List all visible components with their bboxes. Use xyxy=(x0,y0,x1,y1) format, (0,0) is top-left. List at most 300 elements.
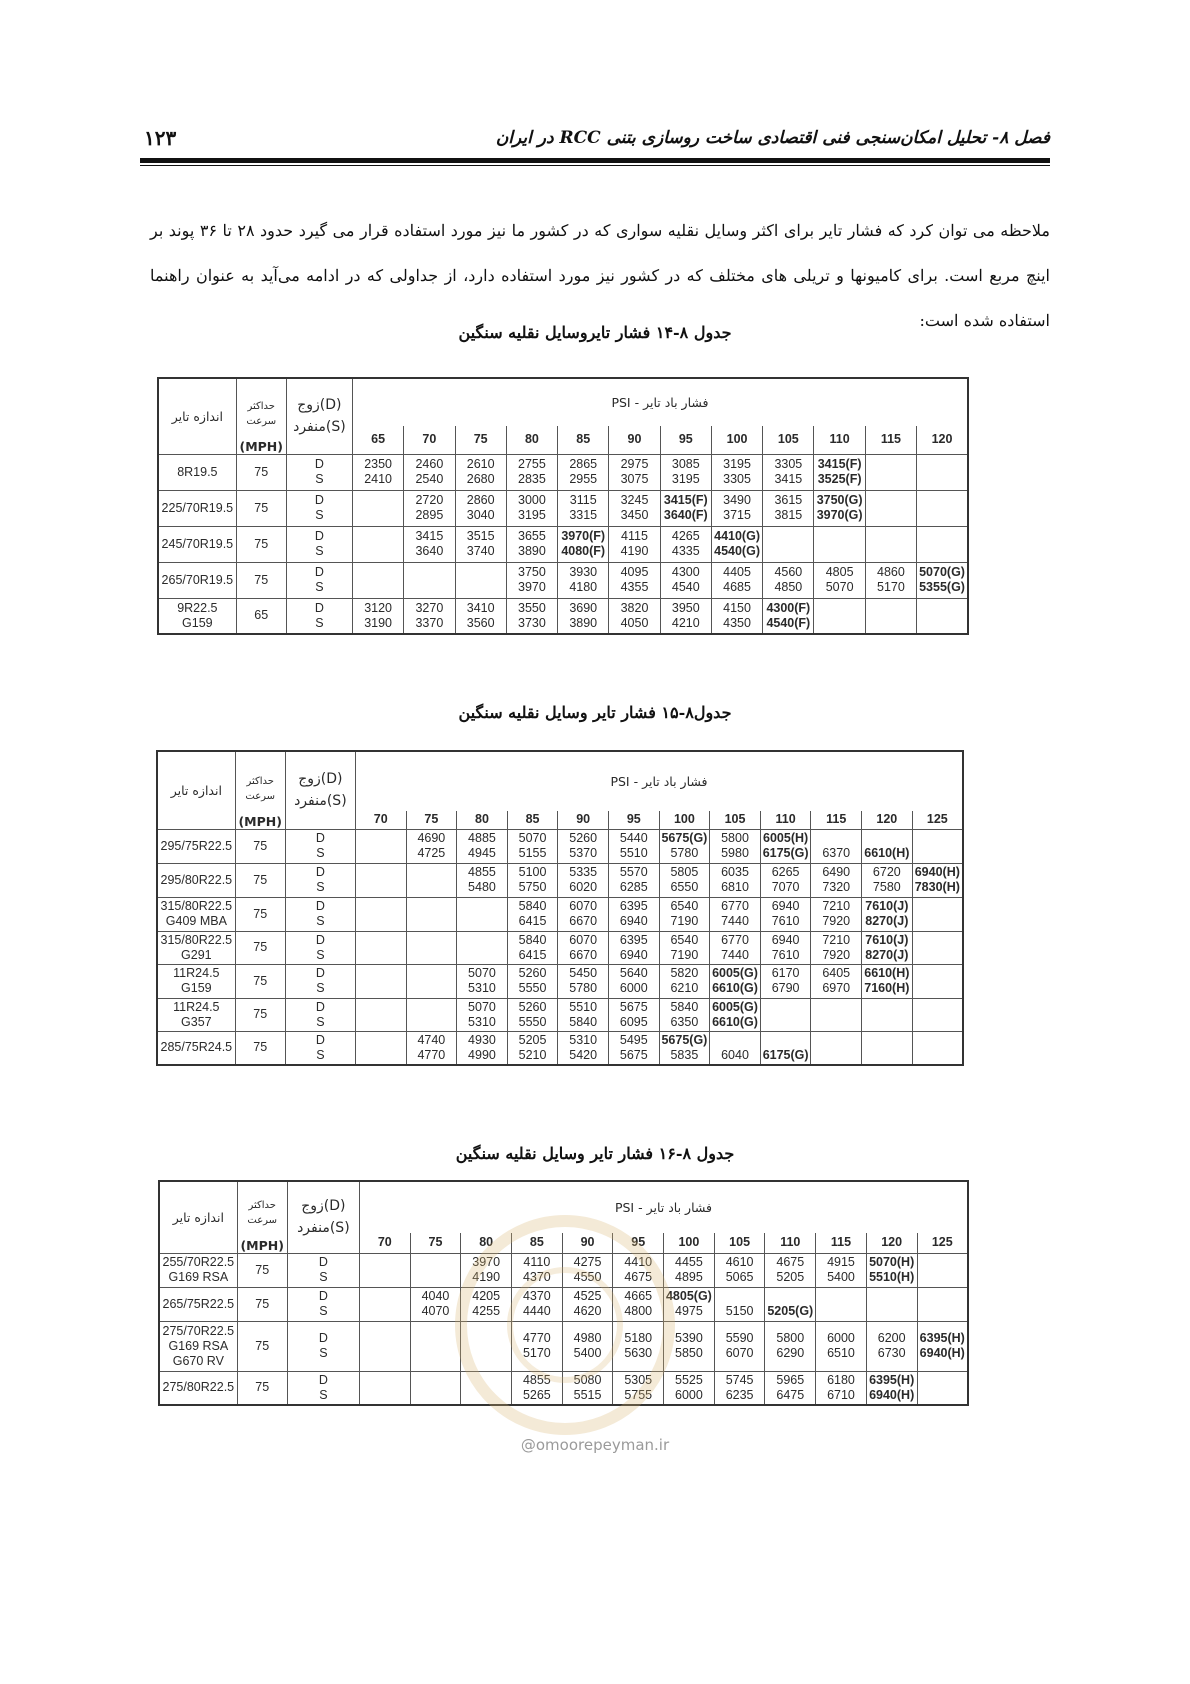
load-values xyxy=(461,1255,511,1285)
single-load-value: 4725 xyxy=(417,846,446,860)
pressure-load-cell xyxy=(609,454,660,490)
pressure-column-header: 100 xyxy=(659,811,710,829)
load-values xyxy=(353,565,403,595)
pressure-load-cell xyxy=(359,1371,410,1405)
single-load-value xyxy=(918,1388,967,1403)
pressure-load-cell xyxy=(406,931,457,964)
dual-single-cell xyxy=(287,1287,359,1321)
header-rule-thin xyxy=(140,165,1050,166)
pressure-load-cell xyxy=(814,454,865,490)
dual-load-value: 6070 xyxy=(569,932,598,947)
load-values xyxy=(913,1000,962,1030)
pressure-load-cell xyxy=(608,829,659,863)
single-marker: S xyxy=(316,1047,325,1062)
max-speed-cell: 75 xyxy=(237,1287,287,1321)
dual-load-value: 5260 xyxy=(518,966,547,980)
pressure-column-header: 110 xyxy=(760,811,811,829)
dual-marker: D xyxy=(314,600,324,615)
dual-load-value xyxy=(811,1033,861,1048)
column-header-speed xyxy=(235,751,285,829)
single-load-value: 6610(G) xyxy=(712,981,758,995)
pressure-load-cell xyxy=(457,998,508,1031)
load-values xyxy=(508,933,558,963)
single-load-value xyxy=(816,1304,866,1319)
tire-size-cell xyxy=(157,998,235,1031)
dual-load-value xyxy=(765,1289,815,1304)
load-values xyxy=(660,1000,710,1030)
load-values xyxy=(765,1373,815,1403)
pressure-load-cell xyxy=(917,526,968,562)
pressure-load-cell xyxy=(760,931,811,964)
load-values xyxy=(814,565,864,595)
load-values xyxy=(866,493,916,523)
single-load-value xyxy=(407,914,457,929)
pressure-load-cell xyxy=(507,897,558,931)
dual-single-cell xyxy=(286,490,352,526)
pressure-load-cell xyxy=(562,1321,613,1371)
pressure-load-cell xyxy=(506,490,557,526)
load-values xyxy=(763,493,813,523)
single-load-value xyxy=(913,914,962,929)
max-speed-cell: 75 xyxy=(237,1253,287,1287)
single-load-value: 6350 xyxy=(670,1014,699,1029)
load-values xyxy=(660,1033,710,1063)
pressure-load-cell xyxy=(912,829,963,863)
load-values xyxy=(761,1000,811,1030)
speed-unit: (MPH) xyxy=(240,1237,284,1253)
single-load-value xyxy=(356,981,406,996)
single-load-value: 3040 xyxy=(466,508,495,522)
dual-load-value xyxy=(411,1331,461,1346)
pressure-column-header: 120 xyxy=(866,1233,917,1253)
dual-load-value: 5840 xyxy=(518,899,547,913)
single-load-value xyxy=(407,948,457,963)
single-load-value: 6940 xyxy=(619,947,648,962)
dual-load-value xyxy=(461,1331,511,1346)
pressure-load-cell xyxy=(507,829,558,863)
dual-load-value xyxy=(917,601,967,616)
single-load-value xyxy=(866,508,916,523)
pressure-load-cell xyxy=(507,1031,558,1065)
pressure-load-cell xyxy=(608,1031,659,1065)
single-load-value: 4685 xyxy=(723,580,751,594)
tire-size xyxy=(158,966,235,996)
pressure-load-cell xyxy=(512,1253,563,1287)
single-label: (S)منفرد xyxy=(294,793,347,810)
pressure-load-cell xyxy=(865,562,916,598)
load-values xyxy=(457,865,507,895)
pressure-load-cell xyxy=(506,598,557,634)
dual-load-value: 4610 xyxy=(725,1255,754,1269)
dual-load-value xyxy=(407,865,457,880)
single-load-value: 7610 xyxy=(771,914,800,928)
pressure-load-cell xyxy=(352,454,403,490)
dual-load-value: 5070 xyxy=(468,999,496,1014)
pressure-load-cell xyxy=(917,454,968,490)
load-values xyxy=(558,601,608,631)
dual-load-value: 4860 xyxy=(877,565,905,579)
single-load-value xyxy=(866,616,916,631)
pressure-load-cell xyxy=(461,1287,512,1321)
pressure-column-header: 100 xyxy=(664,1233,715,1253)
dual-load-value xyxy=(360,1331,410,1346)
load-values xyxy=(558,865,608,895)
single-load-value xyxy=(811,1048,861,1063)
tire-size-line: 8R19.5 xyxy=(177,464,218,479)
dual-load-value: 4040 xyxy=(421,1289,450,1303)
single-load-value xyxy=(814,544,864,559)
load-values xyxy=(356,831,406,861)
single-load-value xyxy=(866,472,916,487)
load-values xyxy=(866,565,916,595)
speed-label-top: حداکثر xyxy=(247,400,275,412)
pressure-column-header: 85 xyxy=(507,811,558,829)
pressure-column-header: 85 xyxy=(558,426,609,454)
pressure-load-cell xyxy=(659,998,710,1031)
pressure-load-cell xyxy=(811,931,862,964)
load-values xyxy=(360,1289,410,1319)
pressure-load-cell xyxy=(866,1287,917,1321)
load-values xyxy=(811,899,861,929)
dual-load-value: 3655 xyxy=(518,529,546,543)
single-load-value: 2955 xyxy=(569,472,598,486)
speed-label-mid: سرعت xyxy=(247,1214,278,1226)
pressure-load-cell xyxy=(352,526,403,562)
max-speed-cell: 75 xyxy=(237,1371,287,1405)
load-values xyxy=(913,865,962,895)
pressure-column-header: 70 xyxy=(359,1233,410,1253)
load-values xyxy=(811,933,861,963)
dual-load-value: 4855 xyxy=(468,865,496,879)
dual-load-value: 4915 xyxy=(827,1255,855,1269)
load-values xyxy=(558,933,608,963)
dual-load-value: 7210 xyxy=(822,932,851,947)
dual-single-cell xyxy=(285,931,355,964)
load-values xyxy=(763,457,813,487)
max-speed-cell: 75 xyxy=(236,490,286,526)
dual-load-value: 6395(H) xyxy=(869,1372,915,1387)
speed-label-mid: سرعت xyxy=(245,790,276,802)
single-load-value xyxy=(761,1015,811,1030)
tire-size-line: G159 xyxy=(181,981,212,995)
pressure-load-cell xyxy=(609,490,660,526)
dual-load-value xyxy=(763,529,813,544)
single-load-value: 5170 xyxy=(522,1346,551,1360)
dual-load-value: 6940(H) xyxy=(914,865,960,879)
load-values xyxy=(866,457,916,487)
single-load-value xyxy=(814,616,864,631)
pressure-load-cell xyxy=(558,863,609,897)
single-load-value: 5310 xyxy=(468,981,496,995)
tire-size-cell xyxy=(158,490,236,526)
pressure-column-header: 105 xyxy=(714,1233,765,1253)
load-values xyxy=(609,831,659,861)
load-values xyxy=(664,1331,714,1361)
dual-single-marker xyxy=(287,565,352,595)
dual-load-value: 5335 xyxy=(569,865,598,879)
load-values xyxy=(558,493,608,523)
load-values xyxy=(814,457,864,487)
dual-load-value: 5800 xyxy=(721,831,749,845)
dual-load-value: 3970(F) xyxy=(561,529,606,543)
single-load-value: 4050 xyxy=(620,615,649,630)
pressure-load-cell xyxy=(917,598,968,634)
dual-load-value: 5745 xyxy=(725,1372,754,1387)
single-load-value: 6095 xyxy=(619,1014,648,1029)
pressure-load-cell xyxy=(461,1253,512,1287)
dual-single-marker xyxy=(286,966,355,996)
pressure-load-cell xyxy=(359,1253,410,1287)
single-load-value: 5065 xyxy=(725,1270,754,1284)
single-load-value: 5310 xyxy=(468,1014,496,1029)
single-load-value: 5400 xyxy=(573,1346,602,1360)
load-values xyxy=(613,1331,663,1361)
tire-pressure-table-2 xyxy=(156,750,964,1066)
dual-marker: D xyxy=(314,457,324,471)
load-values xyxy=(661,565,711,595)
dual-load-value: 4370 xyxy=(522,1289,551,1303)
single-load-value: 6550 xyxy=(670,880,699,894)
dual-load-value xyxy=(862,831,912,846)
load-values xyxy=(456,529,506,559)
load-values xyxy=(816,1331,866,1361)
pressure-load-cell xyxy=(352,562,403,598)
max-speed-cell: 75 xyxy=(235,863,285,897)
load-values xyxy=(411,1331,461,1361)
column-header-size: اندازه تایر xyxy=(158,378,236,454)
single-load-value xyxy=(407,981,457,996)
load-values xyxy=(710,966,760,996)
single-load-value: 4675 xyxy=(624,1270,653,1284)
dual-marker: D xyxy=(315,899,325,913)
load-values xyxy=(507,565,557,595)
dual-single-marker xyxy=(288,1255,359,1285)
pressure-load-cell xyxy=(816,1371,867,1405)
dual-load-value: 4740 xyxy=(417,1032,446,1047)
load-values xyxy=(558,899,608,929)
load-values xyxy=(512,1373,562,1403)
pressure-load-cell xyxy=(355,964,406,998)
single-load-value xyxy=(356,1015,406,1030)
dual-single-marker xyxy=(286,933,355,963)
pressure-load-cell xyxy=(862,931,913,964)
single-load-value xyxy=(811,1015,861,1030)
pressure-column-header: 75 xyxy=(455,426,506,454)
load-values xyxy=(407,966,457,996)
dual-load-value: 7610(J) xyxy=(865,899,909,913)
column-header-psi xyxy=(355,751,963,811)
pressure-load-cell xyxy=(865,490,916,526)
single-load-value: 7320 xyxy=(822,880,851,894)
single-load-value: 6940(H) xyxy=(869,1387,915,1402)
load-values xyxy=(715,1289,765,1319)
dual-load-value: 4805(G) xyxy=(665,1289,712,1303)
dual-load-value: 2610 xyxy=(466,457,495,471)
tire-pressure-table-1 xyxy=(157,377,969,635)
load-values xyxy=(664,1289,714,1319)
load-values xyxy=(407,865,457,895)
single-marker: S xyxy=(315,544,324,558)
load-values xyxy=(507,493,557,523)
single-load-value: 5370 xyxy=(569,846,598,860)
dual-load-value xyxy=(356,865,406,880)
pressure-load-cell xyxy=(659,829,710,863)
dual-load-value: 6770 xyxy=(721,899,749,913)
pressure-load-cell xyxy=(558,598,609,634)
single-load-value: 6810 xyxy=(721,880,749,894)
single-load-value: 6070 xyxy=(725,1346,754,1360)
dual-load-value xyxy=(918,1255,967,1270)
single-load-value: 5205(G) xyxy=(767,1304,814,1318)
single-load-value: 5980 xyxy=(721,846,749,860)
load-values xyxy=(917,601,967,631)
dual-load-value xyxy=(353,529,403,544)
dual-load-value: 4885 xyxy=(468,831,496,845)
dual-load-value: 5390 xyxy=(675,1331,703,1345)
single-load-value: 7070 xyxy=(771,880,800,894)
dual-load-value xyxy=(811,831,861,846)
load-values xyxy=(712,457,762,487)
load-values xyxy=(917,529,967,559)
tire-size xyxy=(160,1380,237,1395)
column-header-dual-single xyxy=(286,378,352,454)
dual-load-value: 6170 xyxy=(771,966,800,980)
dual-load-value: 5205 xyxy=(518,1032,547,1047)
dual-load-value: 5305 xyxy=(624,1372,653,1387)
pressure-load-cell xyxy=(710,829,761,863)
single-load-value: 2680 xyxy=(466,472,495,486)
single-load-value: 4620 xyxy=(573,1304,602,1318)
tire-size-cell xyxy=(157,863,235,897)
single-load-value: 4800 xyxy=(624,1304,653,1318)
tire-size-line: G291 xyxy=(181,947,212,962)
pressure-load-cell xyxy=(760,829,811,863)
pressure-load-cell xyxy=(710,863,761,897)
dual-load-value: 5070(H) xyxy=(869,1255,915,1269)
pressure-load-cell xyxy=(355,829,406,863)
single-load-value: 4335 xyxy=(671,544,700,558)
dual-single-cell xyxy=(285,964,355,998)
load-values xyxy=(407,933,457,963)
max-speed-cell: 75 xyxy=(235,931,285,964)
single-load-value: 3450 xyxy=(620,508,649,522)
column-header-speed xyxy=(237,1181,287,1253)
pressure-load-cell xyxy=(406,829,457,863)
dual-load-value: 6395(H) xyxy=(919,1331,965,1345)
single-load-value: 6790 xyxy=(771,981,800,995)
pressure-column-header: 115 xyxy=(865,426,916,454)
load-values xyxy=(461,1373,511,1403)
dual-load-value: 5800 xyxy=(776,1331,805,1345)
load-values xyxy=(407,1000,457,1030)
single-load-value xyxy=(411,1388,461,1403)
pressure-load-cell xyxy=(866,1321,917,1371)
single-load-value: 4355 xyxy=(620,580,649,594)
single-load-value: 7160(H) xyxy=(864,981,910,995)
dual-load-value: 6940 xyxy=(771,932,800,947)
pressure-load-cell xyxy=(760,964,811,998)
single-load-value: 7440 xyxy=(721,914,749,928)
single-load-value: 8270(J) xyxy=(865,947,909,962)
single-load-value: 3730 xyxy=(518,615,546,630)
load-values xyxy=(862,1000,912,1030)
load-values xyxy=(661,457,711,487)
pressure-load-cell xyxy=(917,1287,968,1321)
single-load-value: 6415 xyxy=(518,947,547,962)
dual-load-value xyxy=(407,966,457,981)
pressure-load-cell xyxy=(664,1287,715,1321)
pressure-load-cell xyxy=(664,1321,715,1371)
table-row xyxy=(158,490,968,526)
dual-single-marker xyxy=(288,1331,359,1361)
pressure-load-cell xyxy=(355,998,406,1031)
single-marker: S xyxy=(316,1014,325,1029)
single-load-value: 2895 xyxy=(415,508,444,522)
single-load-value xyxy=(918,1304,967,1319)
load-values xyxy=(508,899,558,929)
tire-size-line: 11R24.5 xyxy=(173,999,220,1014)
dual-load-value: 3615 xyxy=(774,493,803,507)
pressure-column-header: 125 xyxy=(912,811,963,829)
dual-load-value: 2350 xyxy=(364,457,392,471)
dual-load-value xyxy=(407,1000,457,1015)
load-values xyxy=(457,966,507,996)
tire-size xyxy=(158,839,235,854)
load-values xyxy=(862,899,912,929)
dual-single-marker xyxy=(287,493,352,523)
tire-size-line: 315/80R22.5 xyxy=(160,899,233,913)
dual-marker: D xyxy=(315,966,325,980)
single-load-value: 5630 xyxy=(624,1346,653,1360)
single-load-value: 4255 xyxy=(472,1304,501,1318)
single-load-value: 4370 xyxy=(522,1270,551,1284)
dual-load-value xyxy=(360,1255,410,1270)
dual-load-value xyxy=(761,1000,811,1015)
dual-load-value xyxy=(913,1000,962,1015)
pressure-load-cell xyxy=(711,490,762,526)
dual-load-value xyxy=(866,529,916,544)
load-values xyxy=(862,966,912,996)
dual-single-cell xyxy=(285,1031,355,1065)
pressure-column-header: 95 xyxy=(608,811,659,829)
single-load-value: 5205 xyxy=(776,1270,805,1284)
single-marker: S xyxy=(316,947,325,962)
dual-load-value: 5260 xyxy=(518,999,547,1014)
pressure-load-cell xyxy=(406,1031,457,1065)
pressure-load-cell xyxy=(359,1321,410,1371)
pressure-load-cell xyxy=(404,490,455,526)
dual-marker: D xyxy=(315,1032,325,1047)
tire-size-cell xyxy=(158,454,236,490)
table-caption-3: جدول ۸-۱۶ فشار تایر وسایل نقلیه سنگین xyxy=(455,1144,735,1163)
pressure-load-cell xyxy=(352,598,403,634)
pressure-load-cell xyxy=(507,998,558,1031)
pressure-load-cell xyxy=(608,931,659,964)
table-row xyxy=(158,454,968,490)
pressure-load-cell xyxy=(457,931,508,964)
load-values xyxy=(761,933,811,963)
load-values xyxy=(816,1373,866,1403)
pressure-load-cell xyxy=(659,863,710,897)
load-values xyxy=(407,831,457,861)
load-values xyxy=(609,601,659,631)
tire-size-line: 225/70R19.5 xyxy=(161,500,234,515)
pressure-load-cell xyxy=(506,454,557,490)
load-values xyxy=(404,457,454,487)
dual-load-value: 6200 xyxy=(877,1331,906,1345)
pressure-load-cell xyxy=(660,598,711,634)
tire-size xyxy=(158,933,235,963)
